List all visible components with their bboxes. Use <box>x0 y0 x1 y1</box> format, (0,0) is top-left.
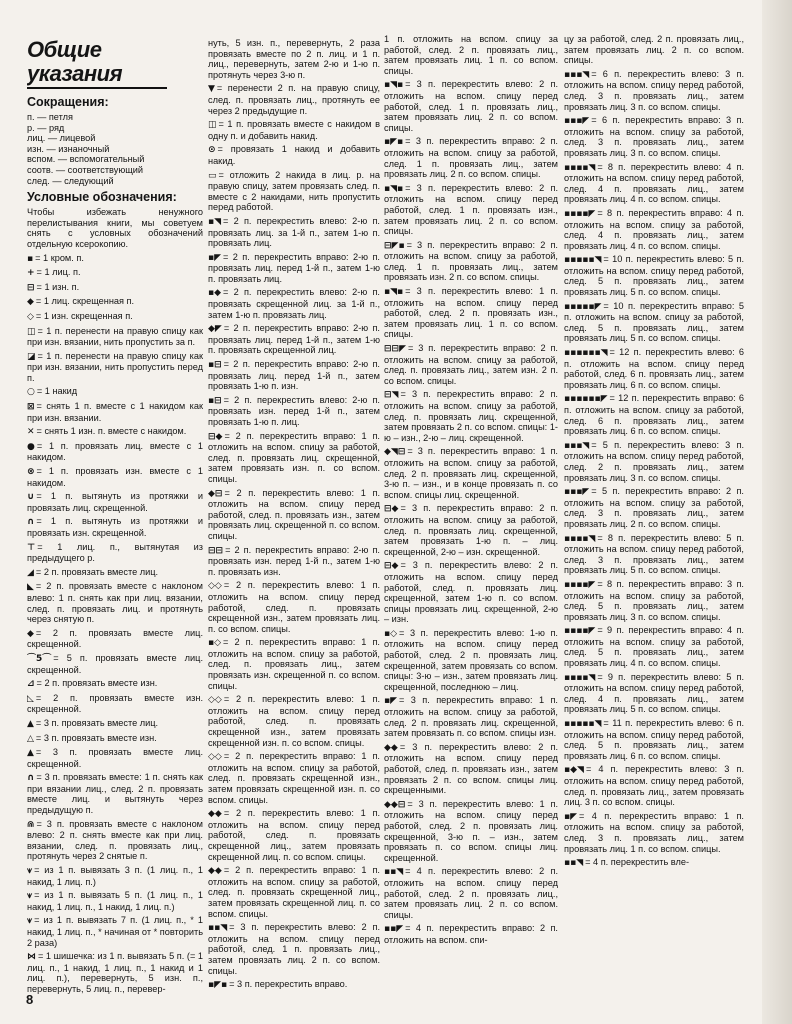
chart-symbol-icon: ◆◤ <box>208 324 222 335</box>
symbol-entry <box>27 747 203 769</box>
symbol-entry <box>27 267 203 279</box>
symbol-description: = 2 п. перекрестить влево: 1 п. отложить на вспом. спицу перед работой, след. п. провязать скрещенной лиц., затем провязать скрещенной лиц. п. со вспом. спицы. <box>208 808 380 862</box>
symbol-description: = 3 п. провязать вместе лиц. <box>35 717 159 728</box>
symbol-description: = 3 п. перекрестить влево: 2 п. отложить на вспом. спицу перед работой, след. 1 п. провязать изн., затем провязать лиц. 2 п. со вспом. спицы. <box>384 182 558 237</box>
symbol-entry <box>27 253 203 265</box>
symbol-description: = 1 кром. п. <box>35 252 84 263</box>
symbol-entry <box>384 742 558 796</box>
symbol-entry <box>208 488 380 542</box>
symbol-description: = 9 п. перекрестить влево: 5 п. отложить на вспом. спицу перед работой, след. 4 п. провязать лиц., затем провязать лиц. 5 п. со вспом. спицы. <box>564 671 744 715</box>
page-number: 8 <box>26 992 34 1007</box>
symbol-description: = 2 п. перекрестить вправо: 2-ю п. провязать лиц. перед 1-й п., затем провязать 1-ю п. изн. <box>208 359 380 392</box>
symbol-description: = 3 п. перекрестить влево: 2 п. отложить на вспом. спицу перед работой, след. 1 п. провязать лиц., затем провязать лиц. 2 п. со вспом. спицы. <box>208 922 380 976</box>
symbol-entry <box>208 808 380 862</box>
chart-symbol-icon: ▪▪▪▪◥ <box>564 533 596 544</box>
symbol-entry <box>27 491 203 513</box>
symbol-description: = 4 п. перекрестить влево: 3 п. отложить на вспом. спицу перед работой, след. п. провязать лиц., затем провязать лиц. 3 п. со вспом. спицы. <box>564 764 744 808</box>
symbol-entry <box>384 866 558 920</box>
symbol-entry <box>208 580 380 634</box>
chart-symbol-icon: ⊠ <box>27 402 35 413</box>
column-1 <box>27 34 203 1006</box>
symbol-description: = 2 п. перекрестить вправо: 1 п. отложить на вспом. спицу за работой, след. п. провязать лиц. скрещенной, затем провязать изн. п. со вспом. спицы. <box>208 430 380 484</box>
symbol-list-2 <box>208 38 380 991</box>
chart-symbol-icon: △ <box>27 733 34 744</box>
chart-symbol-icon: ⊟⊟◤ <box>384 344 407 355</box>
chart-symbol-icon: ▪◆◥ <box>564 765 584 776</box>
chart-symbol-icon: ⊟⊟ <box>208 545 224 556</box>
chart-symbol-icon: ⩛ <box>27 866 33 877</box>
symbol-description: = 6 п. перекрестить влево: 3 п. отложить на вспом. спицу перед работой, след. 3 п. провязать лиц., затем провязать лиц. 3 п. со вспом. спицы. <box>564 68 744 112</box>
chart-symbol-icon: ⊟◥ <box>384 390 399 401</box>
symbol-description: = 3 п. перекрестить вправо: 2 п. отложить на вспом. спицу за работой, след. п. провязать лиц., затем изн. 2 п. со вспом. спицы. <box>384 343 558 386</box>
symbol-description: = 2 п. перекрестить вправо: 2-ю п. провязать лиц. перед 1-й п., затем 1-ю п. провязать лиц. <box>208 251 380 284</box>
symbol-description: = 3 п. перекрестить влево: 2 п. отложить на вспом. спицу перед работой, след. п. провязать лиц. скрещенной, затем 1-ю п. со вспом. спицы провязать лиц. скрещенной, 2-ю – изн. <box>384 560 558 625</box>
symbol-description: = 3 п. перекрестить вправо: 2 п. отложить на вспом. спицу за работой, след. п. провязать лиц. скрещенной, затем провязать 1-ю п. – лиц. скрещенной, 2-ю – изн. скрещенной. <box>384 503 558 557</box>
chart-symbol-icon: ⌒5⌒ <box>27 653 52 664</box>
symbol-entry <box>27 865 203 887</box>
chart-symbol-icon: ◆◆⊟ <box>384 799 406 810</box>
symbol-entry <box>564 115 744 158</box>
chart-symbol-icon: ◆⊟ <box>208 488 223 499</box>
chart-symbol-icon: ▪▪◥ <box>564 858 584 869</box>
symbol-description: = 2 п. перекрестить влево: 2-ю п. провязать лиц. за 1-й п., затем 1-ю п. провязать лиц. <box>208 215 380 249</box>
symbol-entry <box>208 144 380 166</box>
chart-symbol-icon: ▪▪▪▪▪◥ <box>564 719 602 730</box>
symbol-description: = 3 п. провязать вместе лиц. скрещенной. <box>27 747 203 769</box>
symbol-entry <box>564 533 744 576</box>
symbol-entry <box>208 751 380 805</box>
symbol-entry <box>27 915 203 948</box>
symbol-entry <box>384 136 558 179</box>
symbol-entry <box>208 922 380 976</box>
column-2 <box>208 38 380 1013</box>
symbol-description: цу за работой, след. 2 п. провязать лиц., затем провязать лиц. 2 п. со вспом. спицы. <box>564 34 744 66</box>
chart-symbol-icon: ▪▪▪▪◤ <box>564 208 596 219</box>
symbol-description: = 11 п. перекрестить влево: 6 п. отложить на вспом. спицу перед работой, след. 5 п. провязать лиц., затем провязать лиц. 6 п. со вспом. спицы. <box>564 718 744 761</box>
chart-symbol-icon: ▲ <box>27 718 34 729</box>
chart-symbol-icon: ◆◆ <box>384 742 398 753</box>
chart-symbol-icon: ⊤ <box>27 542 36 553</box>
symbol-entry <box>27 426 203 438</box>
chart-symbol-icon: ▼ <box>208 84 215 95</box>
chart-symbol-icon: ▪▪◤ <box>384 924 404 935</box>
chart-symbol-icon: ◇◇ <box>208 695 222 706</box>
symbol-entry <box>27 819 203 862</box>
column-4 <box>564 34 744 1009</box>
symbol-entry <box>208 170 380 213</box>
symbol-entry <box>27 542 203 564</box>
symbol-description: = 1 п. вытянуть из протяжки и провязать изн. скрещенной. <box>27 516 203 538</box>
symbol-entry <box>384 183 558 237</box>
chart-symbol-icon: ⊟◆ <box>384 561 399 572</box>
chart-symbol-icon: ▪◤▪ <box>384 137 404 148</box>
chart-symbol-icon: ▪▪▪▪◥ <box>564 672 596 683</box>
symbol-description: = 8 п. перекрестить влево: 5 п. отложить на вспом. спицу перед работой, след. 3 п. провязать лиц., затем провязать лиц. 5 п. со вспом. спицы. <box>564 532 744 576</box>
symbol-description: = 1 п. перенести на правую спицу как при изн. вязании, нить пропустить перед п. <box>27 350 203 383</box>
symbol-entry <box>564 625 744 668</box>
chart-symbol-icon: ▪▪▪▪◤ <box>564 579 596 590</box>
chart-symbol-icon: ⩛ <box>27 916 33 927</box>
symbol-entry <box>27 326 203 348</box>
symbol-description: = 2 п. провязать вместе изн. <box>36 678 158 689</box>
symbol-description: = 2 п. провязать вместе изн. скрещенной. <box>27 692 203 715</box>
symbol-description: = 1 изн. п. <box>36 281 80 292</box>
chart-symbol-icon: ⊿ <box>27 679 35 690</box>
symbol-description: = 1 лиц. п., вытянутая из предыдущего р. <box>27 541 203 564</box>
symbol-description: = снять 1 п. вместе с 1 накидом как при изн. вязании. <box>27 401 203 423</box>
abbreviation-item: п. — петля <box>27 112 73 122</box>
symbol-entry <box>208 637 380 691</box>
symbol-description: = 1 лиц. п. <box>36 267 81 278</box>
symbol-entry <box>27 581 203 624</box>
chart-symbol-icon: ⋈ <box>27 952 36 963</box>
symbol-entry <box>384 343 558 386</box>
abbreviation-item: лиц. — лицевой <box>27 133 96 144</box>
chart-symbol-icon: ▪◆ <box>208 288 222 299</box>
symbol-entry <box>208 287 380 320</box>
symbol-entry <box>384 446 558 500</box>
symbol-description: = 5 п. перекрестить влево: 3 п. отложить на вспом. спицу перед работой, след. 2 п. провязать лиц., затем провязать лиц. 3 п. со вспом. спицы. <box>564 439 744 483</box>
symbol-description: = 3 п. перекрестить вправо: 1 п. отложить на вспом. спицу за работой, след. 2 п. провязать лиц. скрещенной, 3-ю п. – изн., и в конце провязать п. со вспом. спицы лиц. скрещенной. <box>384 446 558 500</box>
symbol-entry <box>208 38 380 80</box>
symbol-entry <box>27 951 203 994</box>
chart-symbol-icon: ▪ <box>27 253 34 264</box>
symbol-entry <box>27 311 203 323</box>
symbol-entry <box>27 772 203 815</box>
symbol-entry <box>564 857 744 869</box>
symbol-entry <box>208 359 380 392</box>
symbol-description: = 1 п. провязать вместе с накидом в одну п. и добавить накид. <box>208 119 380 141</box>
symbol-description: = 2 п. провязать вместе лиц. <box>35 566 159 577</box>
chart-symbol-icon: ∩ <box>27 773 35 784</box>
symbol-description: = 2 п. перекрестить влево: 2-ю п. провязать изн. перед 1-й п., затем провязать 1-ю п. лиц. <box>208 394 380 427</box>
symbol-description: = провязать 1 накид и добавить накид. <box>208 144 380 166</box>
chart-symbol-icon: ▪▪◥ <box>208 923 228 934</box>
chart-symbol-icon: ◆◆ <box>208 809 222 820</box>
symbol-entry <box>564 254 744 297</box>
symbol-description: = 3 п. перекрестить вправо: 1 п. отложить на вспом. спицу за работой, след. 2 п. провязать лиц. скрещенной, затем провязать п. со вспом. спицы изн. <box>384 695 558 739</box>
symbol-entry <box>564 301 744 344</box>
symbol-description: = 2 п. провязать вместе с наклоном влево: 1 п. снять как при лиц. вязании, след. п. провязать лиц. и протянуть через снятую п. <box>27 581 203 625</box>
symbol-description: = 3 п. перекрестить вправо: 2 п. отложить на вспом. спицу за работой, след. 1 п. провязать лиц., затем провязать лиц. 2 п. со вспом. спицы. <box>384 136 558 180</box>
symbol-entry <box>208 216 380 249</box>
abbreviation-item: изн. — изнаночный <box>27 143 110 154</box>
symbol-description: = снять 1 изн. п. вместе с накидом. <box>36 426 187 437</box>
symbol-entry <box>27 653 203 675</box>
symbol-description: = из 1 п. вывязать 5 п. (1 лиц. п., 1 накид, 1 лиц. п., 1 накид, 1 лиц. п.) <box>27 890 203 912</box>
symbol-entry <box>27 890 203 912</box>
symbol-description: = 3 п. перекрестить вправо: 2 п. отложить на вспом. спицу за работой, след. п. провязать лиц. скрещенной, затем провязать 2 п. со вспом. спицы: 1-ю – изн., 2-ю – лиц. скрещенной. <box>384 389 558 443</box>
symbol-description: = 2 п. перекрестить влево: 2-ю п. провязать скрещенной лиц. за 1-й п., затем 1-ю п. провязать лиц. <box>208 287 380 320</box>
chart-symbol-icon: ⋒ <box>27 819 35 830</box>
symbol-description: = 4 п. перекрестить вправо: 1 п. отложить на вспом. спицу за работой, след. 3 п. провязать лиц., затем провязать лиц. 1 п. со вспом. спицы. <box>564 810 744 854</box>
symbol-description: = 1 лиц. скрещенная п. <box>35 296 135 307</box>
symbol-description: = 3 п. перекрестить вправо: 2 п. отложить на вспом. спицу за работой, след. 1 п. провязать лиц., затем провязать изн. 2 п. со вспом. спицы. <box>384 239 558 283</box>
chart-symbol-icon: ○ <box>27 387 35 398</box>
symbol-entry <box>27 386 203 398</box>
chart-symbol-icon: ◇ <box>27 311 34 322</box>
symbol-description: = 2 п. перекрестить вправо: 1 п. отложить на вспом. спицу за работой, след. п. провязать скрещенной изн., затем провязать скрещенной изн. п. со вспом. спицы. <box>208 751 380 805</box>
symbol-entry <box>27 628 203 650</box>
symbol-entry <box>208 252 380 285</box>
symbol-description: = 2 п. перекрестить вправо: 1 п. отложить на вспом. спицу за работой, след. п. провязать скрещенной лиц., затем провязать скрещенной лиц. п. со вспом. спицы. <box>208 865 380 919</box>
chart-symbol-icon: ▪▪▪▪◤ <box>564 626 596 637</box>
symbol-description: = 1 п. перенести на правую спицу как при изн. вязании, нить пропустить за п. <box>27 325 203 348</box>
symbol-entry <box>564 764 744 807</box>
symbol-entry <box>384 389 558 443</box>
symbol-entry <box>208 395 380 428</box>
chart-symbol-icon: ▪◤▪ <box>208 980 228 991</box>
symbol-description: = 1 п. вытянуть из протяжки и провязать лиц. скрещенной. <box>27 491 203 513</box>
chart-symbol-icon: ◣ <box>27 582 34 593</box>
symbol-description: = 8 п. перекрестить влево: 4 п. отложить на вспом. спицу перед работой, след. 4 п. провязать лиц., затем провязать лиц. 4 п. со вспом. спицы. <box>564 161 744 205</box>
symbols-heading: Условные обозначения: <box>27 190 177 205</box>
chart-symbol-icon: ▪◇ <box>208 638 222 649</box>
chart-symbol-icon: ▪◥▪ <box>384 80 404 91</box>
symbol-entry <box>208 119 380 141</box>
symbol-description: = 2 п. перекрестить влево: 1 п. отложить на вспом. спицу перед работой, след. п. провязать изн., затем провязать лиц. скрещенной п. со вспом. спицы. <box>208 487 380 541</box>
chart-symbol-icon: ⊟◆ <box>208 431 223 442</box>
chart-symbol-icon: ▪◇ <box>384 628 398 639</box>
symbol-entry <box>27 351 203 384</box>
chart-symbol-icon: ⊟◆ <box>384 504 399 515</box>
page-title: Общие указания <box>27 38 167 89</box>
symbol-entry <box>564 672 744 715</box>
symbol-description: = из 1 п. вывязать 7 п. (1 лиц. п., * 1 накид, 1 лиц. п., * начиная от * повторить 2 раза) <box>27 915 203 948</box>
symbol-entry <box>564 579 744 622</box>
chart-symbol-icon: ▪▪▪▪▪▪◥ <box>564 348 608 359</box>
symbol-description: = перенести 2 п. на правую спицу, след. п. провязать лиц., протянуть ее через 2 предыдущие п. <box>208 83 380 116</box>
symbol-description: = 9 п. перекрестить вправо: 4 п. отложить на вспом. спицу за работой, след. 5 п. провязать лиц., затем провязать лиц. 4 п. со вспом. спицы. <box>564 625 744 669</box>
symbol-description: = 12 п. перекрестить влево: 6 п. отложить на вспом. спицу перед работой, след. 6 п. провязать лиц., затем провязать лиц. 6 п. со вспом. спицы. <box>564 347 744 390</box>
symbol-entry <box>384 79 558 133</box>
symbol-entry <box>208 979 380 991</box>
chart-symbol-icon: ▪◤ <box>564 811 578 822</box>
symbol-list-4 <box>564 34 744 869</box>
symbol-entry <box>27 296 203 308</box>
symbol-entry <box>384 34 558 76</box>
symbol-description: = 1 изн. скрещенная п. <box>35 310 133 321</box>
symbol-entry <box>564 393 744 436</box>
symbol-description: = 3 п. провязать вместе с наклоном влево: 2 п. снять вместе как при лиц. вязании, след. п. провязать лиц., протянуть через 2 снятые п. <box>27 818 203 862</box>
symbol-description: = 3 п. перекрестить влево: 2 п. отложить на вспом. спицу перед работой, след. п. провязать изн., затем провязать 2 п. со вспом. спицы лиц. скрещенными. <box>384 741 558 796</box>
abbreviations-list <box>27 112 203 186</box>
symbol-list-3 <box>384 34 558 946</box>
symbol-description: = 4 п. перекрестить вле- <box>585 857 690 868</box>
symbol-entry <box>208 323 380 356</box>
symbol-description: = 1 накид <box>36 386 78 397</box>
symbol-entry <box>384 923 558 945</box>
symbol-entry <box>27 733 203 745</box>
chart-symbol-icon: ▪▪▪◥ <box>564 69 590 80</box>
symbol-entry <box>384 799 558 864</box>
chart-symbol-icon: ▪◥ <box>208 216 222 227</box>
chart-symbol-icon: ⊙ <box>208 145 216 156</box>
chart-symbol-icon: ▪▪▪▪▪◤ <box>564 301 602 312</box>
column-3 <box>384 34 558 1009</box>
abbreviation-item: вспом. — вспомогательный <box>27 154 145 165</box>
chart-symbol-icon: ▪◤ <box>208 252 222 263</box>
symbol-entry <box>384 503 558 557</box>
symbol-entry <box>208 83 380 116</box>
chart-symbol-icon: ▪⊟ <box>208 360 222 371</box>
symbol-description: = 1 п. провязать изн. вместе с 1 накидом. <box>27 466 203 488</box>
symbol-entry <box>564 69 744 112</box>
chart-symbol-icon: ▲ <box>27 748 34 759</box>
chart-symbol-icon: ▪◥▪ <box>384 287 404 298</box>
chart-symbol-icon: ▪▪▪◥ <box>564 440 590 451</box>
symbol-description: = 2 п. перекрестить вправо: 2-ю п. провязать лиц. перед 1-й п., затем 1-ю п. провязать скрещенной лиц. <box>208 323 380 356</box>
chart-symbol-icon: ◇◇ <box>208 752 222 763</box>
symbol-entry <box>564 347 744 390</box>
symbol-entry <box>27 466 203 488</box>
chart-symbol-icon: ▪◥▪ <box>384 183 404 194</box>
symbol-entry <box>564 162 744 205</box>
page-edge-shadow <box>762 0 792 1024</box>
symbol-entry <box>564 208 744 251</box>
chart-symbol-icon: ▪▪◥ <box>384 867 404 878</box>
chart-symbol-icon: ◺ <box>27 693 34 704</box>
symbol-description: = 6 п. перекрестить вправо: 3 п. отложить на вспом. спицу за работой, след. 3 п. провязать лиц., затем провязать лиц. 3 п. со вспом. спицы. <box>564 115 744 158</box>
symbol-list-1 <box>27 253 203 995</box>
symbol-description: = 1 шишечка: из 1 п. вывязать 5 п. (= 1 лиц. п., 1 накид, 1 лиц. п., 1 накид и 1 лиц. п.), перевернуть, 5 изн. п., перевернуть, 5 лиц. п., перевер- <box>27 951 203 994</box>
symbol-description: = 8 п. перекрестить вправо: 3 п. отложить на вспом. спицу за работой, след. 5 п. провязать лиц., затем провязать лиц. 3 п. со вспом. спицы. <box>564 578 744 622</box>
symbol-entry <box>208 694 380 748</box>
symbol-description: = 3 п. провязать вместе изн. <box>35 732 157 743</box>
symbol-entry <box>27 693 203 715</box>
symbol-description: = 3 п. перекрестить влево: 1 п. отложить на вспом. спицу перед работой, след. 2 п. провязать лиц. скрещенной, 3-ю п. – изн., затем провязать п. со вспом. спицы лиц. скрещенной. <box>384 798 558 863</box>
chart-symbol-icon: ∩ <box>27 517 35 528</box>
symbol-description: = 2 п. перекрестить вправо: 1 п. отложить на вспом. спицу за работой, след. п. провязать лиц., затем провязать изн. скрещенной п. со вспом. спицы. <box>208 637 380 691</box>
symbol-description: = 4 п. перекрестить влево: 2 п. отложить на вспом. спицу перед работой, след. 2 п. провязать лиц., затем провязать лиц. 2 п. со вспом. спицы. <box>384 866 558 920</box>
symbol-entry <box>27 516 203 538</box>
symbol-description: = отложить 2 накида в лиц. р. на правую спицу, затем провязать след. п. вместе с 2 накидами, нить пропустить перед работой. <box>208 169 380 213</box>
chart-symbol-icon: ▪▪▪▪▪▪◤ <box>564 394 608 405</box>
symbol-description: 1 п. отложить на вспом. спицу за работой, след. 2 п. провязать лиц., затем провязать лиц. 1 п. со вспом. спицы. <box>384 34 558 76</box>
chart-symbol-icon: ⩛ <box>27 891 33 902</box>
symbol-description: = 2 п. перекрестить вправо: 2-ю п. провязать изн. перед 1-й п., затем 1-ю п. провязать изн. <box>208 544 380 577</box>
symbol-entry <box>564 486 744 529</box>
symbol-description: = 10 п. перекрестить вправо: 5 п. отложить на вспом. спицу за работой, след. 5 п. провязать лиц., затем провязать лиц. 5 п. со вспом. спицы. <box>564 300 744 344</box>
chart-symbol-icon: ◆ <box>27 628 34 639</box>
chart-symbol-icon: ◇◇ <box>208 581 222 592</box>
symbol-entry <box>27 718 203 730</box>
symbol-description: = 2 п. перекрестить влево: 1 п. отложить на вспом. спицу перед работой, след. п. провязать скрещенной изн., затем провязать скрещенной изн. п. со вспом. спицы. <box>208 694 380 748</box>
chart-symbol-icon: ▪▪▪◤ <box>564 116 590 127</box>
symbol-entry <box>208 865 380 919</box>
symbol-entry <box>27 678 203 690</box>
chart-symbol-icon: + <box>27 268 35 279</box>
symbol-description: = 5 п. перекрестить вправо: 2 п. отложить на вспом. спицу за работой, след. 3 п. провязать лиц., затем провязать лиц. 2 п. со вспом. спицы. <box>564 486 744 529</box>
symbol-entry <box>384 560 558 625</box>
symbol-entry <box>384 286 558 340</box>
symbol-entry <box>27 282 203 294</box>
symbol-entry <box>564 440 744 483</box>
symbol-entry <box>27 567 203 579</box>
symbol-description: = 2 п. перекрестить влево: 1 п. отложить на вспом. спицу перед работой, след. п. провязать скрещенной изн., затем провязать лиц. п. со вспом. спицы. <box>208 580 380 634</box>
symbol-description: = 8 п. перекрестить вправо: 4 п. отложить на вспом. спицу за работой, след. 4 п. провязать лиц., затем провязать лиц. 4 п. со вспом. спицы. <box>564 207 744 251</box>
chart-symbol-icon: ✕ <box>27 427 35 438</box>
chart-symbol-icon: ▪▪▪▪▪◥ <box>564 255 602 266</box>
symbol-description: = 1 п. провязать лиц. вместе с 1 накидом. <box>27 440 203 463</box>
symbol-description: = 3 п. перекрестить влево: 2 п. отложить на вспом. спицу перед работой, след. 1 п. провязать лиц., затем провязать лиц. 2 п. со вспом. спицы. <box>384 79 558 133</box>
chart-symbol-icon: ◪ <box>27 351 36 362</box>
symbol-description: = 4 п. перекрестить вправо: 2 п. отложить на вспом. спи- <box>384 923 558 945</box>
chart-symbol-icon: ▪◤ <box>384 696 398 707</box>
chart-symbol-icon: ◢ <box>27 567 34 578</box>
chart-symbol-icon: ◆ <box>27 297 34 308</box>
abbreviations-heading: Сокращения: <box>27 95 109 109</box>
symbol-description: = 2 п. провязать вместе лиц. скрещенной. <box>27 627 203 650</box>
symbol-entry <box>384 695 558 738</box>
symbol-description: = 3 п. провязать вместе: 1 п. снять как при вязании лиц., след. 2 п. провязать вместе лиц. и вытянуть через предыдущую п. <box>27 772 203 816</box>
chart-symbol-icon: ◫ <box>27 326 36 337</box>
chart-symbol-icon: ◆◥⊟ <box>384 447 406 458</box>
symbol-description: = 12 п. перекрестить вправо: 6 п. отложить на вспом. спицу за работой, след. 6 п. провязать лиц., затем провязать лиц. 6 п. со вспом. спицы. <box>564 393 744 437</box>
symbol-entry <box>384 240 558 283</box>
chart-symbol-icon: ▪▪▪▪◥ <box>564 162 596 173</box>
symbol-description: = 5 п. провязать вместе лиц. скрещенной. <box>27 652 203 675</box>
symbol-description: = 3 п. перекрестить вправо. <box>229 979 348 990</box>
chart-symbol-icon: ● <box>27 441 35 452</box>
symbol-entry <box>564 34 744 66</box>
symbol-entry <box>27 401 203 423</box>
chart-symbol-icon: ▪▪▪◤ <box>564 487 590 498</box>
symbol-entry <box>384 628 558 693</box>
symbol-entry <box>208 545 380 578</box>
symbol-description: = из 1 п. вывязать 3 п. (1 лиц. п., 1 накид, 1 лиц. п.) <box>27 865 203 887</box>
chart-symbol-icon: ▭ <box>208 170 217 181</box>
symbol-description: = 3 п. перекрестить влево: 1-ю п. отложить на вспом. спицу перед работой, след. 2 п. провязать лиц. скрещенной, затем провязать со вспом. спицы: 3-ю – изн., затем провязать лиц. скрещенной, последнюю – лиц. <box>384 627 558 692</box>
chart-symbol-icon: ⊗ <box>27 467 35 478</box>
symbol-entry <box>27 441 203 463</box>
symbol-entry <box>208 431 380 485</box>
symbol-description: нуть, 5 изн. п., перевернуть, 2 раза провязать вместе по 2 п. лиц. и 1 п. лиц., перевернуть, затем 2-ю и 1-ю п. протянуть через 3-ю п. <box>208 38 380 80</box>
chart-symbol-icon: ▪⊟ <box>208 395 222 406</box>
symbol-description: = 3 п. перекрестить влево: 1 п. отложить на вспом. спицу перед работой, след. 2 п. провязать изн., затем провязать лиц. 1 п. со вспом. спицы. <box>384 286 558 340</box>
symbol-entry <box>564 718 744 761</box>
chart-symbol-icon: ∪ <box>27 492 35 503</box>
chart-symbol-icon: ◫ <box>208 120 217 131</box>
chart-symbol-icon: ⊟ <box>27 282 35 293</box>
chart-symbol-icon: ⊟◤▪ <box>384 240 405 251</box>
symbol-description: = 10 п. перекрестить влево: 5 п. отложить на вспом. спицу перед работой, след. 5 п. провязать лиц., затем провязать лиц. 5 п. со вспом. спицы. <box>564 254 744 298</box>
symbol-entry <box>564 811 744 854</box>
chart-symbol-icon: ◆◆ <box>208 866 222 877</box>
abbreviation-item: соотв. — соответствующий <box>27 164 144 175</box>
abbreviation-item: след. — следующий <box>27 175 114 186</box>
abbreviation-item: р. — ряд <box>27 122 65 133</box>
symbols-intro: Чтобы избежать ненужного перелистывания книги, мы советуем снять с условных обозначений отдельную ксерокопию. <box>27 207 203 249</box>
